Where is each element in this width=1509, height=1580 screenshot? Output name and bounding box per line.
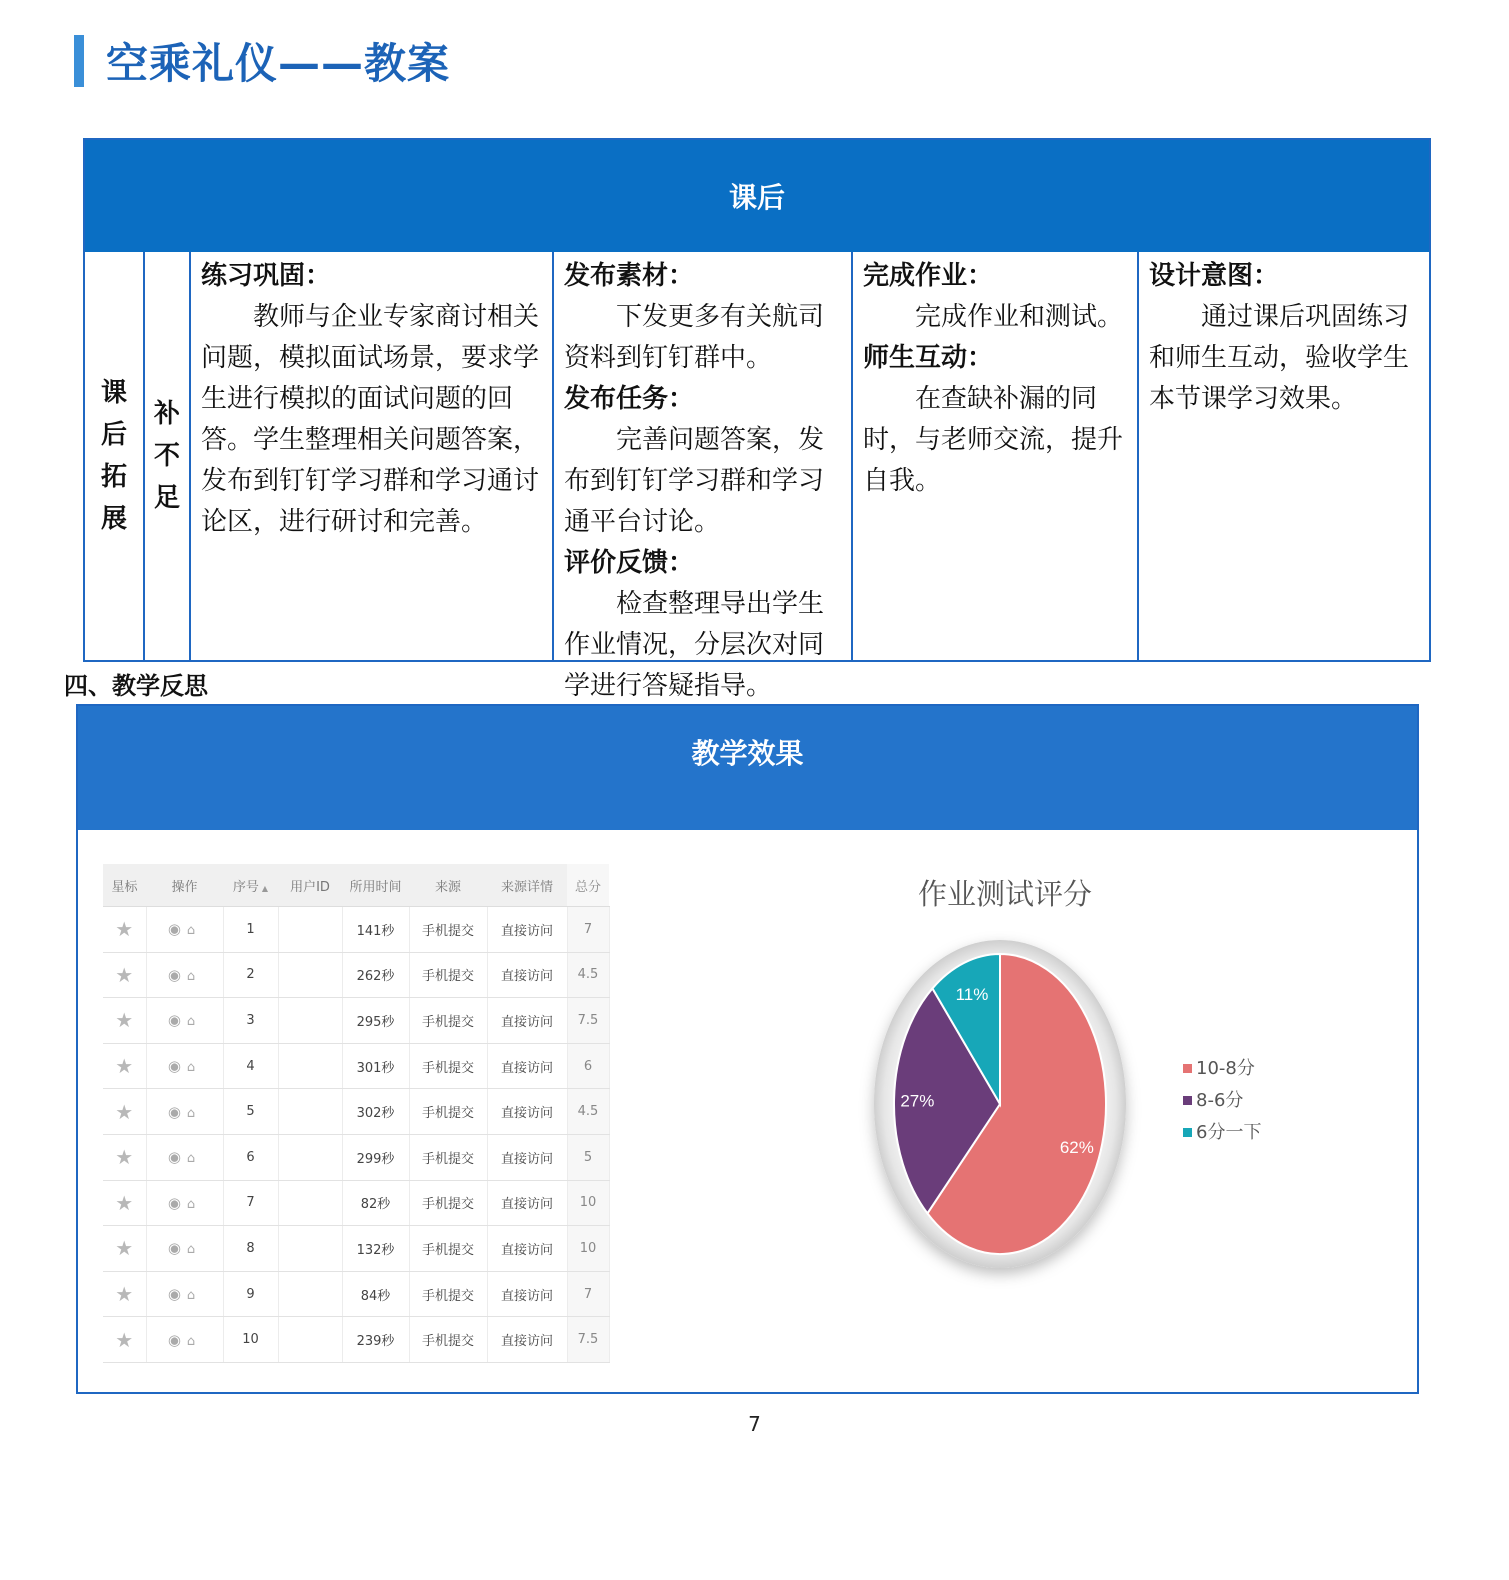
eye-icon[interactable]: ◉ [167,1148,187,1167]
eye-icon[interactable]: ◉ [167,1239,187,1258]
table-row [103,998,609,1044]
cell-total-score: 7 [567,907,609,953]
row-sublabel-char: 不 [153,441,180,471]
pie-value-label: 27% [900,1091,935,1111]
cell-user-id [278,1317,342,1363]
cell-source: 手机提交 [409,907,487,953]
cell-time-used: 299秒 [342,1134,409,1180]
page-title: 空乘礼仪——教案 [106,39,451,88]
pie-chart-svg [850,860,1280,1300]
cell-user-id [278,998,342,1044]
row-actions [146,998,223,1044]
row-sublabel-cell [143,252,189,660]
score-table [103,864,609,1352]
cell-total-score: 10 [567,1226,609,1272]
practice-heading: 练习巩固： [201,261,332,291]
cell-source-detail: 直接访问 [487,1043,567,1089]
cell-number: 9 [223,1271,278,1317]
row-actions [146,1226,223,1272]
trash-icon[interactable]: ⌂ [186,1288,202,1304]
legend-swatch [1183,1096,1192,1105]
header-user-id[interactable]: 用户ID [278,864,342,907]
star-icon[interactable]: ★ [103,1226,146,1272]
table-row [103,907,609,953]
trash-icon[interactable]: ⌂ [186,968,202,984]
interaction-heading: 师生互动： [863,343,994,373]
cell-source: 手机提交 [409,1089,487,1135]
cell-total-score: 7 [567,1271,609,1317]
legend-label: 10-8分 [1196,1058,1255,1079]
legend-swatch [1183,1064,1192,1073]
cell-number: 4 [223,1043,278,1089]
cell-source-detail: 直接访问 [487,1134,567,1180]
teaching-effect-header-text: 教学效果 [691,737,804,770]
chart-title: 作业测试评分 [917,877,1093,911]
cell-total-score: 4.5 [567,1089,609,1135]
cell-source: 手机提交 [409,952,487,998]
cell-total-score: 6 [567,1043,609,1089]
cell-user-id [278,1134,342,1180]
teacher-cell [552,252,851,701]
cell-total-score: 5 [567,1134,609,1180]
trash-icon[interactable]: ⌂ [186,1060,202,1076]
trash-icon[interactable]: ⌂ [186,1105,202,1121]
star-icon[interactable]: ★ [103,998,146,1044]
trash-icon[interactable]: ⌂ [186,1151,202,1167]
table-row [103,1134,609,1180]
star-icon[interactable]: ★ [103,1271,146,1317]
feedback-heading: 评价反馈： [564,548,695,578]
star-icon[interactable]: ★ [103,1180,146,1226]
legend-label: 6分一下 [1196,1122,1262,1143]
row-label-char: 课 [100,378,127,408]
cell-source-detail: 直接访问 [487,1180,567,1226]
score-table-header-row [103,864,609,907]
cell-number: 10 [223,1317,278,1363]
homework-text: 完成作业和测试。 [915,302,1124,332]
design-intent-cell [1137,252,1431,660]
legend-swatch [1183,1128,1192,1137]
table-row [103,1089,609,1135]
cell-source: 手机提交 [409,998,487,1044]
cell-number: 7 [223,1180,278,1226]
cell-source-detail: 直接访问 [487,1271,567,1317]
table-row [103,1271,609,1317]
design-intent-heading: 设计意图： [1149,261,1280,291]
legend-label: 8-6分 [1196,1090,1244,1111]
feedback-text: 检查整理导出学生作业情况，分层次对同学进行答疑指导。 [564,589,825,701]
document-title [74,34,450,88]
cell-source: 手机提交 [409,1317,487,1363]
publish-task-heading: 发布任务： [564,384,695,414]
table-row [103,952,609,998]
row-sublabel [145,252,189,660]
cell-source: 手机提交 [409,1271,487,1317]
header-star[interactable]: 星标 [103,864,146,907]
cell-user-id [278,907,342,953]
star-icon[interactable]: ★ [103,907,146,953]
star-icon[interactable]: ★ [103,1043,146,1089]
table-row [103,1226,609,1272]
table-row [103,1317,609,1363]
star-icon[interactable]: ★ [103,1317,146,1363]
practice-text: 教师与企业专家商讨相关问题，模拟面试场景，要求学生进行模拟的面试问题的回答。学生整理相关问题答案，发布到钉钉学习群和学习通讨论区，进行研讨和完善。 [201,302,540,537]
cell-total-score: 10 [567,1180,609,1226]
header-number-label: 序号 [232,879,259,895]
score-pie-chart [850,860,1280,1300]
row-sublabel-char: 补 [153,399,180,429]
cell-source-detail: 直接访问 [487,1226,567,1272]
row-actions [146,1271,223,1317]
section-title-reflection: 四、教学反思 [64,672,208,700]
eye-icon[interactable]: ◉ [167,1011,187,1030]
header-source[interactable]: 来源 [409,864,487,907]
row-label [85,252,143,660]
row-actions [146,907,223,953]
trash-icon[interactable]: ⌂ [186,1333,202,1349]
eye-icon[interactable]: ◉ [167,1102,187,1121]
trash-icon[interactable]: ⌂ [186,1014,202,1030]
cell-source: 手机提交 [409,1226,487,1272]
cell-number: 1 [223,907,278,953]
cell-source: 手机提交 [409,1134,487,1180]
cell-number: 6 [223,1134,278,1180]
table-row [103,1043,609,1089]
design-intent-text: 通过课后巩固练习和师生互动，验收学生本节课学习效果。 [1149,302,1410,414]
teaching-effect-header [78,706,1417,830]
trash-icon[interactable]: ⌂ [186,923,202,939]
eye-icon[interactable]: ◉ [167,1193,187,1212]
row-label-char: 拓 [100,462,127,492]
header-actions: 操作 [146,864,223,907]
publish-task-text: 完善问题答案，发布到钉钉学习群和学习通平台讨论。 [564,425,825,537]
eye-icon[interactable]: ◉ [167,965,187,984]
cell-time-used: 302秒 [342,1089,409,1135]
practice-cell [189,252,552,660]
row-label-cell [85,252,143,660]
cell-time-used: 295秒 [342,998,409,1044]
cell-time-used: 239秒 [342,1317,409,1363]
publish-material-heading: 发布素材： [564,261,695,291]
cell-user-id [278,952,342,998]
after-class-header [85,140,1429,252]
cell-number: 5 [223,1089,278,1135]
cell-source: 手机提交 [409,1180,487,1226]
row-label-char: 展 [100,504,127,534]
interaction-text: 在查缺补漏的同时，与老师交流，提升自我。 [863,384,1124,496]
cell-total-score: 4.5 [567,952,609,998]
cell-time-used: 262秒 [342,952,409,998]
cell-time-used: 301秒 [342,1043,409,1089]
header-number[interactable] [223,864,278,907]
trash-icon[interactable]: ⌂ [186,1196,202,1212]
header-total-score[interactable]: 总分 [567,864,609,907]
eye-icon[interactable]: ◉ [167,1330,187,1349]
eye-icon[interactable]: ◉ [167,1285,187,1304]
row-actions [146,1043,223,1089]
publish-material-text: 下发更多有关航司资料到钉钉群中。 [564,302,825,373]
row-actions [146,1134,223,1180]
cell-user-id [278,1271,342,1317]
cell-time-used: 84秒 [342,1271,409,1317]
cell-total-score: 7.5 [567,1317,609,1363]
cell-number: 3 [223,998,278,1044]
after-class-header-text: 课后 [728,181,785,214]
star-icon[interactable]: ★ [103,1089,146,1135]
cell-time-used: 82秒 [342,1180,409,1226]
cell-source-detail: 直接访问 [487,907,567,953]
trash-icon[interactable]: ⌂ [186,1242,202,1258]
row-label-char: 后 [100,420,127,450]
row-actions [146,952,223,998]
cell-number: 2 [223,952,278,998]
header-time-used[interactable]: 所用时间 [342,864,409,907]
star-icon[interactable]: ★ [103,952,146,998]
header-source-detail[interactable]: 来源详情 [487,864,567,907]
cell-user-id [278,1043,342,1089]
eye-icon[interactable]: ◉ [167,920,187,939]
cell-user-id [278,1089,342,1135]
cell-source-detail: 直接访问 [487,952,567,998]
row-actions [146,1089,223,1135]
cell-total-score: 7.5 [567,998,609,1044]
cell-user-id [278,1180,342,1226]
row-actions [146,1317,223,1363]
cell-time-used: 141秒 [342,907,409,953]
page-number: 7 [748,1412,761,1436]
cell-source: 手机提交 [409,1043,487,1089]
cell-user-id [278,1226,342,1272]
sort-ascending-icon[interactable]: ▲ [261,883,269,893]
student-cell [851,252,1137,660]
cell-source-detail: 直接访问 [487,998,567,1044]
cell-source-detail: 直接访问 [487,1089,567,1135]
row-actions [146,1180,223,1226]
cell-source-detail: 直接访问 [487,1317,567,1363]
table-row [103,1180,609,1226]
pie-value-label: 11% [955,984,989,1004]
eye-icon[interactable]: ◉ [167,1057,187,1076]
star-icon[interactable]: ★ [103,1134,146,1180]
pie-value-label: 62% [1059,1138,1094,1158]
cell-number: 8 [223,1226,278,1272]
title-accent-bar [74,35,84,87]
row-sublabel-char: 足 [153,483,180,513]
cell-time-used: 132秒 [342,1226,409,1272]
homework-heading: 完成作业： [863,261,994,291]
